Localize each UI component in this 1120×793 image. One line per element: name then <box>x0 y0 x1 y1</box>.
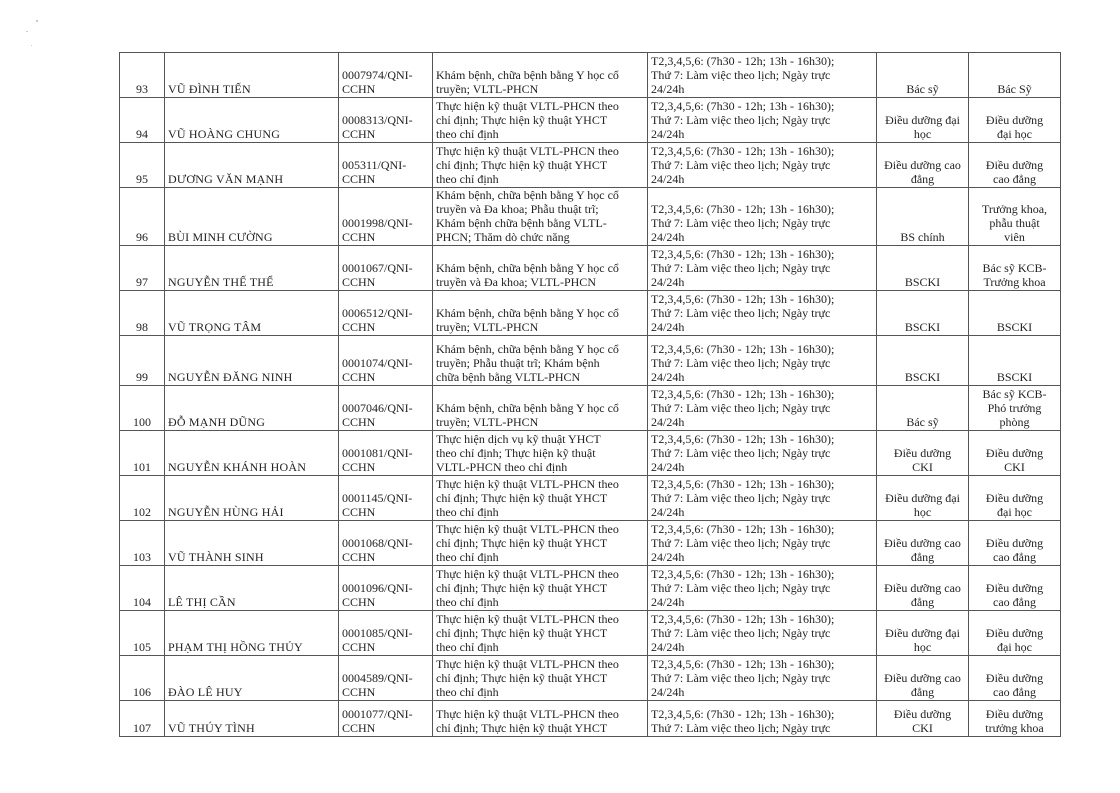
position-cell: Điều dưỡng đại học <box>969 98 1061 143</box>
degree-cell: BSCKI <box>877 246 969 291</box>
table-row <box>120 521 1061 566</box>
table-row <box>120 656 1061 701</box>
staff-name-cell: LÊ THỊ CẦN <box>165 566 339 611</box>
working-hours-cell: T2,3,4,5,6: (7h30 - 12h; 13h - 16h30); Thứ 7: Làm việc theo lịch; Ngày trực 24/24h <box>648 246 877 291</box>
working-hours-cell: T2,3,4,5,6: (7h30 - 12h; 13h - 16h30); Thứ 7: Làm việc theo lịch; Ngày trực 24/24h <box>648 431 877 476</box>
position-cell: Điều dưỡng trưởng khoa <box>969 701 1061 737</box>
row-number-cell: 95 <box>120 143 165 188</box>
working-hours-cell: T2,3,4,5,6: (7h30 - 12h; 13h - 16h30); Thứ 7: Làm việc theo lịch; Ngày trực <box>648 701 877 737</box>
certificate-number-cell: 0001068/QNI- CCHN <box>339 521 433 566</box>
degree-cell: Điều dưỡng CKI <box>877 431 969 476</box>
certificate-number-cell: 0001081/QNI- CCHN <box>339 431 433 476</box>
position-cell: BSCKI <box>969 336 1061 386</box>
row-number-cell: 98 <box>120 291 165 336</box>
table-row <box>120 246 1061 291</box>
table-row <box>120 188 1061 246</box>
row-number-cell: 97 <box>120 246 165 291</box>
roster-body <box>120 53 1061 737</box>
working-hours-cell: T2,3,4,5,6: (7h30 - 12h; 13h - 16h30); Thứ 7: Làm việc theo lịch; Ngày trực 24/24h <box>648 521 877 566</box>
certificate-number-cell: 0001096/QNI- CCHN <box>339 566 433 611</box>
practice-scope-cell: Thực hiện kỹ thuật VLTL-PHCN theo chỉ định; Thực hiện kỹ thuật YHCT theo chỉ định <box>433 656 648 701</box>
practice-scope-cell: Thực hiện kỹ thuật VLTL-PHCN theo chỉ định; Thực hiện kỹ thuật YHCT theo chỉ định <box>433 611 648 656</box>
row-number-cell: 99 <box>120 336 165 386</box>
practice-scope-cell: Khám bệnh, chữa bệnh bằng Y học cổ truyền; VLTL-PHCN <box>433 386 648 431</box>
degree-cell: Điều dưỡng cao đẳng <box>877 143 969 188</box>
working-hours-cell: T2,3,4,5,6: (7h30 - 12h; 13h - 16h30); Thứ 7: Làm việc theo lịch; Ngày trực 24/24h <box>648 143 877 188</box>
certificate-number-cell: 005311/QNI- CCHN <box>339 143 433 188</box>
practice-scope-cell: Thực hiện kỹ thuật VLTL-PHCN theo chỉ định; Thực hiện kỹ thuật YHCT <box>433 701 648 737</box>
practice-scope-cell: Thực hiện kỹ thuật VLTL-PHCN theo chỉ định; Thực hiện kỹ thuật YHCT theo chỉ định <box>433 476 648 521</box>
position-cell: Điều dưỡng cao đẳng <box>969 143 1061 188</box>
degree-cell: BSCKI <box>877 291 969 336</box>
certificate-number-cell: 0001145/QNI- CCHN <box>339 476 433 521</box>
position-cell: BSCKI <box>969 291 1061 336</box>
table-row <box>120 143 1061 188</box>
certificate-number-cell: 0001077/QNI- CCHN <box>339 701 433 737</box>
staff-name-cell: VŨ THÚY TÌNH <box>165 701 339 737</box>
row-number-cell: 100 <box>120 386 165 431</box>
staff-name-cell: NGUYỄN THẾ THỂ <box>165 246 339 291</box>
practice-scope-cell: Khám bệnh, chữa bệnh bằng Y học cổ truyền và Đa khoa; Phẫu thuật trĩ; Khám bệnh chữa bệnh bằng VLTL- PHCN; Thăm dò chức năng <box>433 188 648 246</box>
practice-scope-cell: Thực hiện dịch vụ kỹ thuật YHCT theo chỉ định; Thực hiện kỹ thuật VLTL-PHCN theo chỉ định <box>433 431 648 476</box>
staff-name-cell: BÙI MINH CƯỜNG <box>165 188 339 246</box>
degree-cell: Bác sỹ <box>877 386 969 431</box>
working-hours-cell: T2,3,4,5,6: (7h30 - 12h; 13h - 16h30); Thứ 7: Làm việc theo lịch; Ngày trực 24/24h <box>648 188 877 246</box>
staff-name-cell: NGUYỄN ĐĂNG NINH <box>165 336 339 386</box>
staff-name-cell: NGUYỄN KHÁNH HOÀN <box>165 431 339 476</box>
certificate-number-cell: 0001085/QNI- CCHN <box>339 611 433 656</box>
working-hours-cell: T2,3,4,5,6: (7h30 - 12h; 13h - 16h30); Thứ 7: Làm việc theo lịch; Ngày trực 24/24h <box>648 386 877 431</box>
certificate-number-cell: 0001998/QNI- CCHN <box>339 188 433 246</box>
scan-speck <box>36 20 38 22</box>
degree-cell: Bác sỹ <box>877 53 969 98</box>
certificate-number-cell: 0001074/QNI- CCHN <box>339 336 433 386</box>
position-cell: Bác sỹ KCB- Trưởng khoa <box>969 246 1061 291</box>
table-row <box>120 386 1061 431</box>
staff-name-cell: ĐÀO LÊ HUY <box>165 656 339 701</box>
working-hours-cell: T2,3,4,5,6: (7h30 - 12h; 13h - 16h30); Thứ 7: Làm việc theo lịch; Ngày trực 24/24h <box>648 476 877 521</box>
staff-name-cell: DƯƠNG VĂN MẠNH <box>165 143 339 188</box>
row-number-cell: 96 <box>120 188 165 246</box>
position-cell: Điều dưỡng cao đẳng <box>969 521 1061 566</box>
working-hours-cell: T2,3,4,5,6: (7h30 - 12h; 13h - 16h30); Thứ 7: Làm việc theo lịch; Ngày trực 24/24h <box>648 336 877 386</box>
scan-speck <box>31 45 32 46</box>
position-cell: Điều dưỡng CKI <box>969 431 1061 476</box>
practice-scope-cell: Khám bệnh, chữa bệnh bằng Y học cổ truyền; VLTL-PHCN <box>433 291 648 336</box>
working-hours-cell: T2,3,4,5,6: (7h30 - 12h; 13h - 16h30); Thứ 7: Làm việc theo lịch; Ngày trực 24/24h <box>648 611 877 656</box>
row-number-cell: 105 <box>120 611 165 656</box>
position-cell: Bác sỹ KCB- Phó trưởng phòng <box>969 386 1061 431</box>
degree-cell: Điều dưỡng CKI <box>877 701 969 737</box>
degree-cell: BSCKI <box>877 336 969 386</box>
practice-scope-cell: Khám bệnh, chữa bệnh bằng Y học cổ truyền; Phẫu thuật trĩ; Khám bệnh chữa bệnh bằng VLTL-PHCN <box>433 336 648 386</box>
degree-cell: Điều dưỡng đại học <box>877 476 969 521</box>
row-number-cell: 104 <box>120 566 165 611</box>
degree-cell: Điều dưỡng cao đẳng <box>877 566 969 611</box>
working-hours-cell: T2,3,4,5,6: (7h30 - 12h; 13h - 16h30); Thứ 7: Làm việc theo lịch; Ngày trực 24/24h <box>648 656 877 701</box>
degree-cell: Điều dưỡng cao đẳng <box>877 656 969 701</box>
certificate-number-cell: 0001067/QNI- CCHN <box>339 246 433 291</box>
practice-scope-cell: Khám bệnh, chữa bệnh bằng Y học cổ truyền và Đa khoa; VLTL-PHCN <box>433 246 648 291</box>
staff-name-cell: VŨ HOÀNG CHUNG <box>165 98 339 143</box>
staff-name-cell: VŨ ĐÌNH TIẾN <box>165 53 339 98</box>
working-hours-cell: T2,3,4,5,6: (7h30 - 12h; 13h - 16h30); Thứ 7: Làm việc theo lịch; Ngày trực 24/24h <box>648 566 877 611</box>
position-cell: Trưởng khoa, phẫu thuật viên <box>969 188 1061 246</box>
degree-cell: Điều dưỡng đại học <box>877 98 969 143</box>
certificate-number-cell: 0008313/QNI- CCHN <box>339 98 433 143</box>
row-number-cell: 103 <box>120 521 165 566</box>
certificate-number-cell: 0007046/QNI- CCHN <box>339 386 433 431</box>
table-row <box>120 336 1061 386</box>
staff-name-cell: ĐỖ MẠNH DŨNG <box>165 386 339 431</box>
staff-name-cell: PHẠM THỊ HỒNG THỦY <box>165 611 339 656</box>
row-number-cell: 102 <box>120 476 165 521</box>
certificate-number-cell: 0007974/QNI- CCHN <box>339 53 433 98</box>
degree-cell: BS chính <box>877 188 969 246</box>
table-row <box>120 98 1061 143</box>
table-row <box>120 701 1061 737</box>
row-number-cell: 93 <box>120 53 165 98</box>
table-row <box>120 53 1061 98</box>
working-hours-cell: T2,3,4,5,6: (7h30 - 12h; 13h - 16h30); Thứ 7: Làm việc theo lịch; Ngày trực 24/24h <box>648 291 877 336</box>
table-row <box>120 476 1061 521</box>
staff-roster-table <box>119 52 1061 737</box>
practice-scope-cell: Khám bệnh, chữa bệnh bằng Y học cổ truyền; VLTL-PHCN <box>433 53 648 98</box>
certificate-number-cell: 0004589/QNI- CCHN <box>339 656 433 701</box>
degree-cell: Điều dưỡng cao đẳng <box>877 521 969 566</box>
degree-cell: Điều dưỡng đại học <box>877 611 969 656</box>
position-cell: Bác Sỹ <box>969 53 1061 98</box>
row-number-cell: 94 <box>120 98 165 143</box>
staff-name-cell: VŨ THÀNH SINH <box>165 521 339 566</box>
table-row <box>120 611 1061 656</box>
table-row <box>120 431 1061 476</box>
position-cell: Điều dưỡng đại học <box>969 611 1061 656</box>
position-cell: Điều dưỡng đại học <box>969 476 1061 521</box>
row-number-cell: 101 <box>120 431 165 476</box>
practice-scope-cell: Thực hiện kỹ thuật VLTL-PHCN theo chỉ định; Thực hiện kỹ thuật YHCT theo chỉ định <box>433 98 648 143</box>
row-number-cell: 107 <box>120 701 165 737</box>
practice-scope-cell: Thực hiện kỹ thuật VLTL-PHCN theo chỉ định; Thực hiện kỹ thuật YHCT theo chỉ định <box>433 143 648 188</box>
practice-scope-cell: Thực hiện kỹ thuật VLTL-PHCN theo chỉ định; Thực hiện kỹ thuật YHCT theo chỉ định <box>433 521 648 566</box>
position-cell: Điều dưỡng cao đẳng <box>969 566 1061 611</box>
staff-name-cell: NGUYỄN HÙNG HẢI <box>165 476 339 521</box>
working-hours-cell: T2,3,4,5,6: (7h30 - 12h; 13h - 16h30); Thứ 7: Làm việc theo lịch; Ngày trực 24/24h <box>648 53 877 98</box>
scan-speck <box>26 31 28 32</box>
table-row <box>120 291 1061 336</box>
practice-scope-cell: Thực hiện kỹ thuật VLTL-PHCN theo chỉ định; Thực hiện kỹ thuật YHCT theo chỉ định <box>433 566 648 611</box>
position-cell: Điều dưỡng cao đẳng <box>969 656 1061 701</box>
working-hours-cell: T2,3,4,5,6: (7h30 - 12h; 13h - 16h30); Thứ 7: Làm việc theo lịch; Ngày trực 24/24h <box>648 98 877 143</box>
row-number-cell: 106 <box>120 656 165 701</box>
staff-name-cell: VŨ TRỌNG TÂM <box>165 291 339 336</box>
table-row <box>120 566 1061 611</box>
certificate-number-cell: 0006512/QNI- CCHN <box>339 291 433 336</box>
